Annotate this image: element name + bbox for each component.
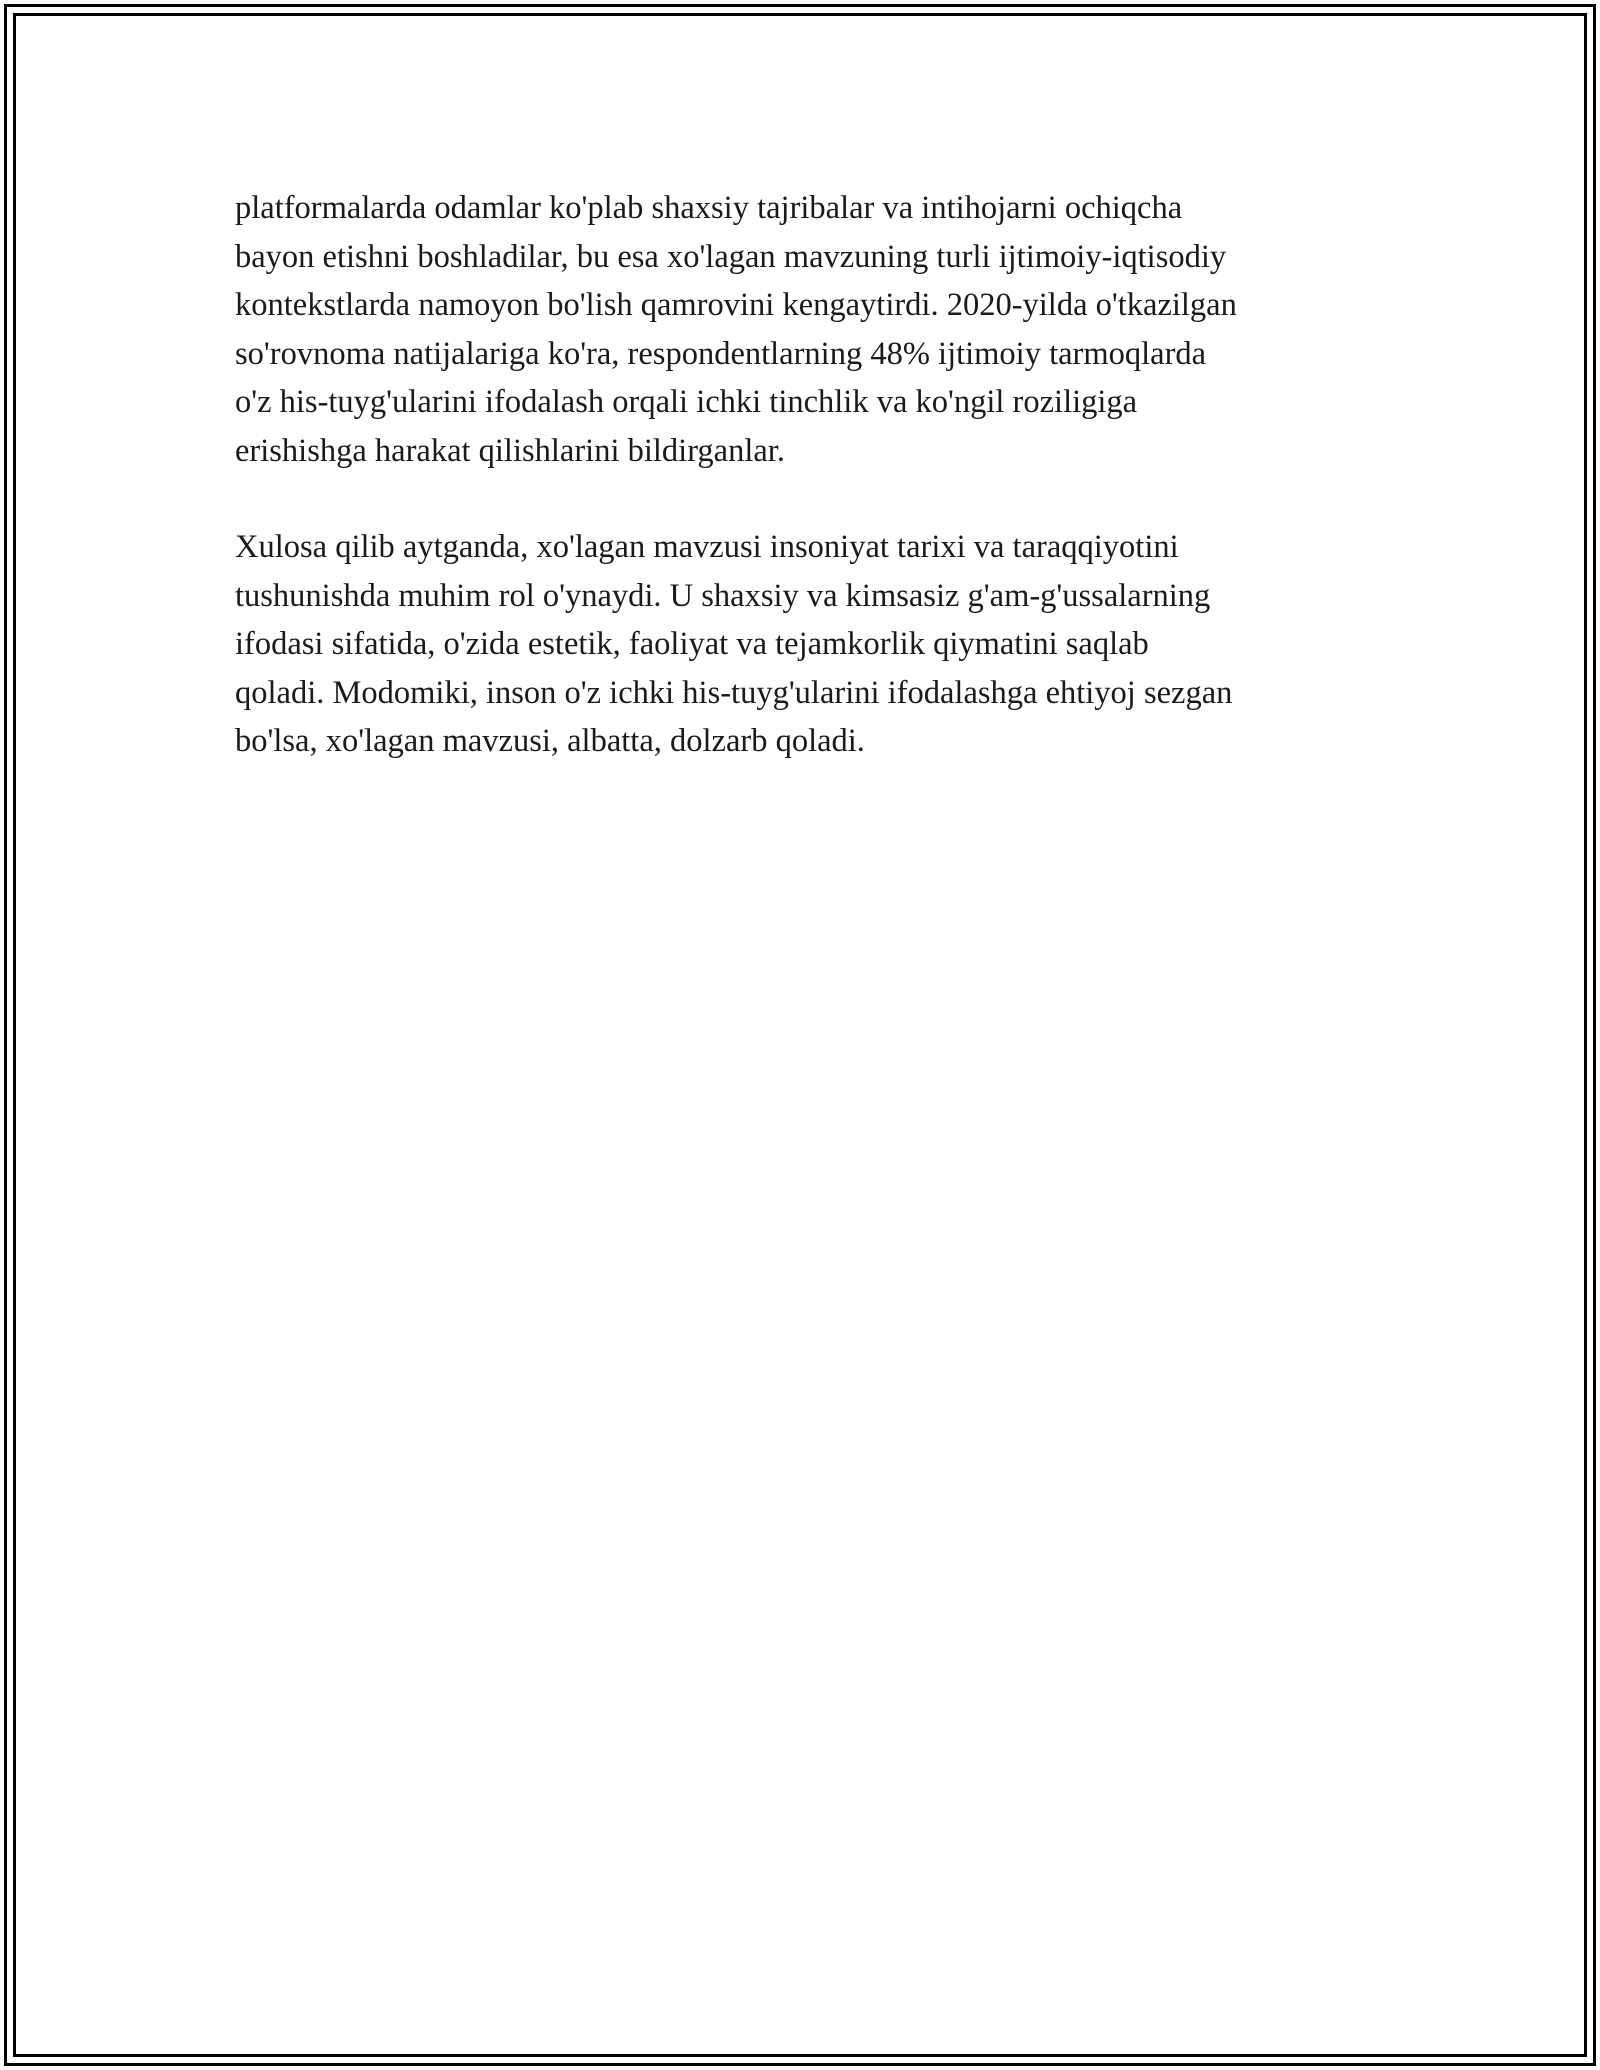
paragraph-1: platformalarda odamlar ko'plab shaxsiy tajribalar va intihojarni ochiqcha bayon etishni boshladilar, bu esa xo'lagan mavzuning turli ijtimoiy-iqtisodiy kontekstlarda namoyon bo'lish qamrovini kengaytirdi. 2020-yilda o'tkazilgan so'rovnoma natijalariga ko'ra, respondentlarning 48% ijtimoiy tarmoqlarda o'z his-tuyg'ularini ifodalash orqali ichki tinchlik va ko'ngil roziligiga erishishga harakat qilishlarini bildirganlar. [235,190,1237,469]
paragraph-2: Xulosa qilib aytganda, xo'lagan mavzusi insoniyat tarixi va taraqqiyotini tushunishda muhim rol o'ynaydi. U shaxsiy va kimsasiz g'am-g'ussalarning ifodasi sifatida, o'zida estetik, faoliyat va tejamkorlik qiymatini saqlab qoladi. Modomiki, inson o'z ichki his-tuyg'ularini ifodalashga ehtiyoj sezgan bo'lsa, xo'lagan mavzusi, albatta, dolzarb qoladi. [235,529,1233,759]
document-body [235,184,1405,814]
